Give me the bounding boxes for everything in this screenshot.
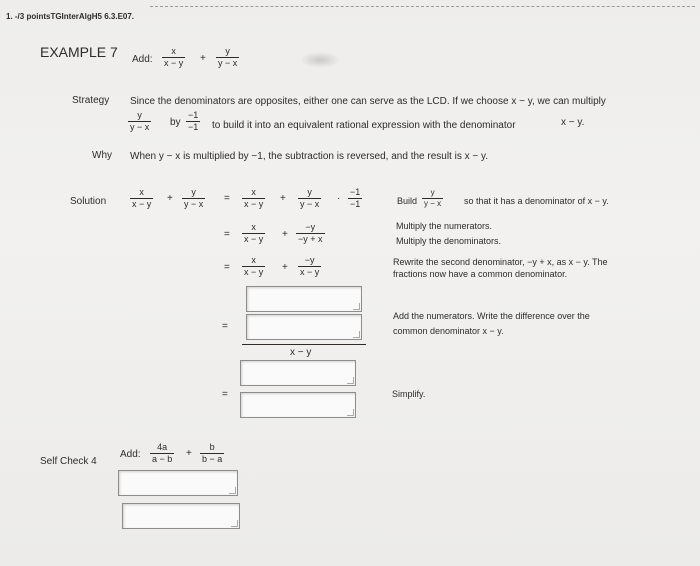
equals-sign: = <box>222 389 228 400</box>
strategy-line-2: to build it into an equivalent rational expression with the denominator <box>212 120 516 131</box>
denominator: y − x <box>424 199 442 208</box>
note-multiply-numerators: Multiply the numerators. <box>396 221 493 231</box>
self-check-fraction-2 <box>200 442 224 465</box>
denominator: −1 <box>188 122 199 132</box>
why-text: When y − x is multiplied by −1, the subtraction is reversed, and the result is x − y. <box>130 151 489 162</box>
numerator: y <box>307 187 312 197</box>
multiply-dot: · <box>337 193 341 204</box>
plus-sign: + <box>280 193 286 204</box>
self-check-answer-box-2[interactable] <box>122 503 240 529</box>
strategy-line-1: Since the denominators are opposites, either one can serve as the LCD. If we choose x − y, we can multiply <box>130 96 606 107</box>
blurred-mark <box>300 52 340 68</box>
note-build-fraction <box>422 188 443 209</box>
sol-r1-frac-a <box>130 187 153 210</box>
sol-r1-frac-e <box>348 187 362 210</box>
numerator: b <box>209 442 215 452</box>
self-check-add-label: Add: <box>120 449 141 460</box>
note-build-pre: Build <box>397 196 418 206</box>
denominator: x − y <box>164 58 184 68</box>
denominator: b − a <box>202 454 223 464</box>
denominator: y − x <box>218 58 238 68</box>
denominator: y − x <box>300 199 320 209</box>
self-check-label: Self Check 4 <box>40 456 97 467</box>
strategy-label: Strategy <box>72 95 110 106</box>
numerator: x <box>251 255 256 265</box>
simplified-answer-box[interactable] <box>240 392 356 418</box>
plus-sign: + <box>200 53 206 64</box>
denominator: x − y <box>244 199 264 209</box>
sol-r1-frac-d <box>298 187 321 210</box>
example-label: EXAMPLE 7 <box>40 44 118 60</box>
sol-r1-frac-c <box>242 187 265 210</box>
equals-sign: = <box>224 229 230 240</box>
numerator: y <box>137 110 142 120</box>
strategy-by: by <box>170 117 181 128</box>
denominator: x − y <box>244 267 264 277</box>
sol-r2-frac-b <box>296 222 325 245</box>
plus-sign: + <box>167 193 173 204</box>
solution-label: Solution <box>70 196 107 207</box>
common-denominator: x − y <box>290 347 312 358</box>
note-rewrite-line-2: fractions now have a common denominator. <box>393 269 568 279</box>
denominator: a − b <box>152 454 173 464</box>
plus-sign: + <box>282 262 288 273</box>
denominator: y − x <box>184 199 204 209</box>
denominator: −1 <box>350 199 361 209</box>
numerator: y <box>191 187 196 197</box>
numerator: x <box>251 187 256 197</box>
numerator: x <box>171 46 176 56</box>
numerator-answer-box[interactable] <box>246 314 362 340</box>
equals-sign: = <box>224 262 230 273</box>
denominator: x − y <box>244 234 264 244</box>
problem-header: 1. -/3 pointsTGInterAlgH5 6.3.E07. <box>6 12 135 21</box>
note-multiply-denominators: Multiply the denominators. <box>396 236 502 246</box>
sol-r2-frac-a <box>242 222 265 245</box>
numerator: x <box>139 187 144 197</box>
sol-r1-frac-b <box>182 187 205 210</box>
numerator: −y <box>304 255 315 265</box>
fraction-bar <box>242 344 366 345</box>
denominator: x − y <box>132 199 152 209</box>
numerator: −1 <box>350 187 361 197</box>
strategy-fraction-2 <box>186 110 200 133</box>
note-build-post: so that it has a denominator of x − y. <box>464 196 609 206</box>
numerator: y <box>430 188 435 197</box>
denominator: x − y <box>300 267 320 277</box>
numerator: y <box>225 46 230 56</box>
self-check-fraction-1 <box>150 442 174 465</box>
strategy-fraction-1 <box>128 110 151 133</box>
note-add-line-2: common denominator x − y. <box>393 326 504 336</box>
answer-box-1[interactable] <box>246 286 362 312</box>
answer-box-3[interactable] <box>240 360 356 386</box>
numerator: −y <box>305 222 316 232</box>
note-rewrite-line-1: Rewrite the second denominator, −y + x, as x − y. The <box>393 257 608 267</box>
equals-sign: = <box>222 321 228 332</box>
example-fraction-2 <box>216 46 239 69</box>
note-add-line-1: Add the numerators. Write the difference over the <box>393 311 590 321</box>
why-label: Why <box>92 150 112 161</box>
top-dashed-divider <box>150 6 695 7</box>
example-add-label: Add: <box>132 54 153 65</box>
equals-sign: = <box>224 193 230 204</box>
example-fraction-1 <box>162 46 185 69</box>
note-simplify: Simplify. <box>392 389 426 399</box>
numerator: −1 <box>188 110 199 120</box>
denominator: y − x <box>130 122 150 132</box>
plus-sign: + <box>282 229 288 240</box>
numerator: x <box>251 222 256 232</box>
strategy-line-2-tail: x − y. <box>561 117 585 128</box>
numerator: 4a <box>157 442 168 452</box>
sol-r3-frac-b <box>298 255 321 278</box>
self-check-answer-box-1[interactable] <box>118 470 238 496</box>
plus-sign: + <box>186 448 192 459</box>
sol-r3-frac-a <box>242 255 265 278</box>
denominator: −y + x <box>298 234 323 244</box>
